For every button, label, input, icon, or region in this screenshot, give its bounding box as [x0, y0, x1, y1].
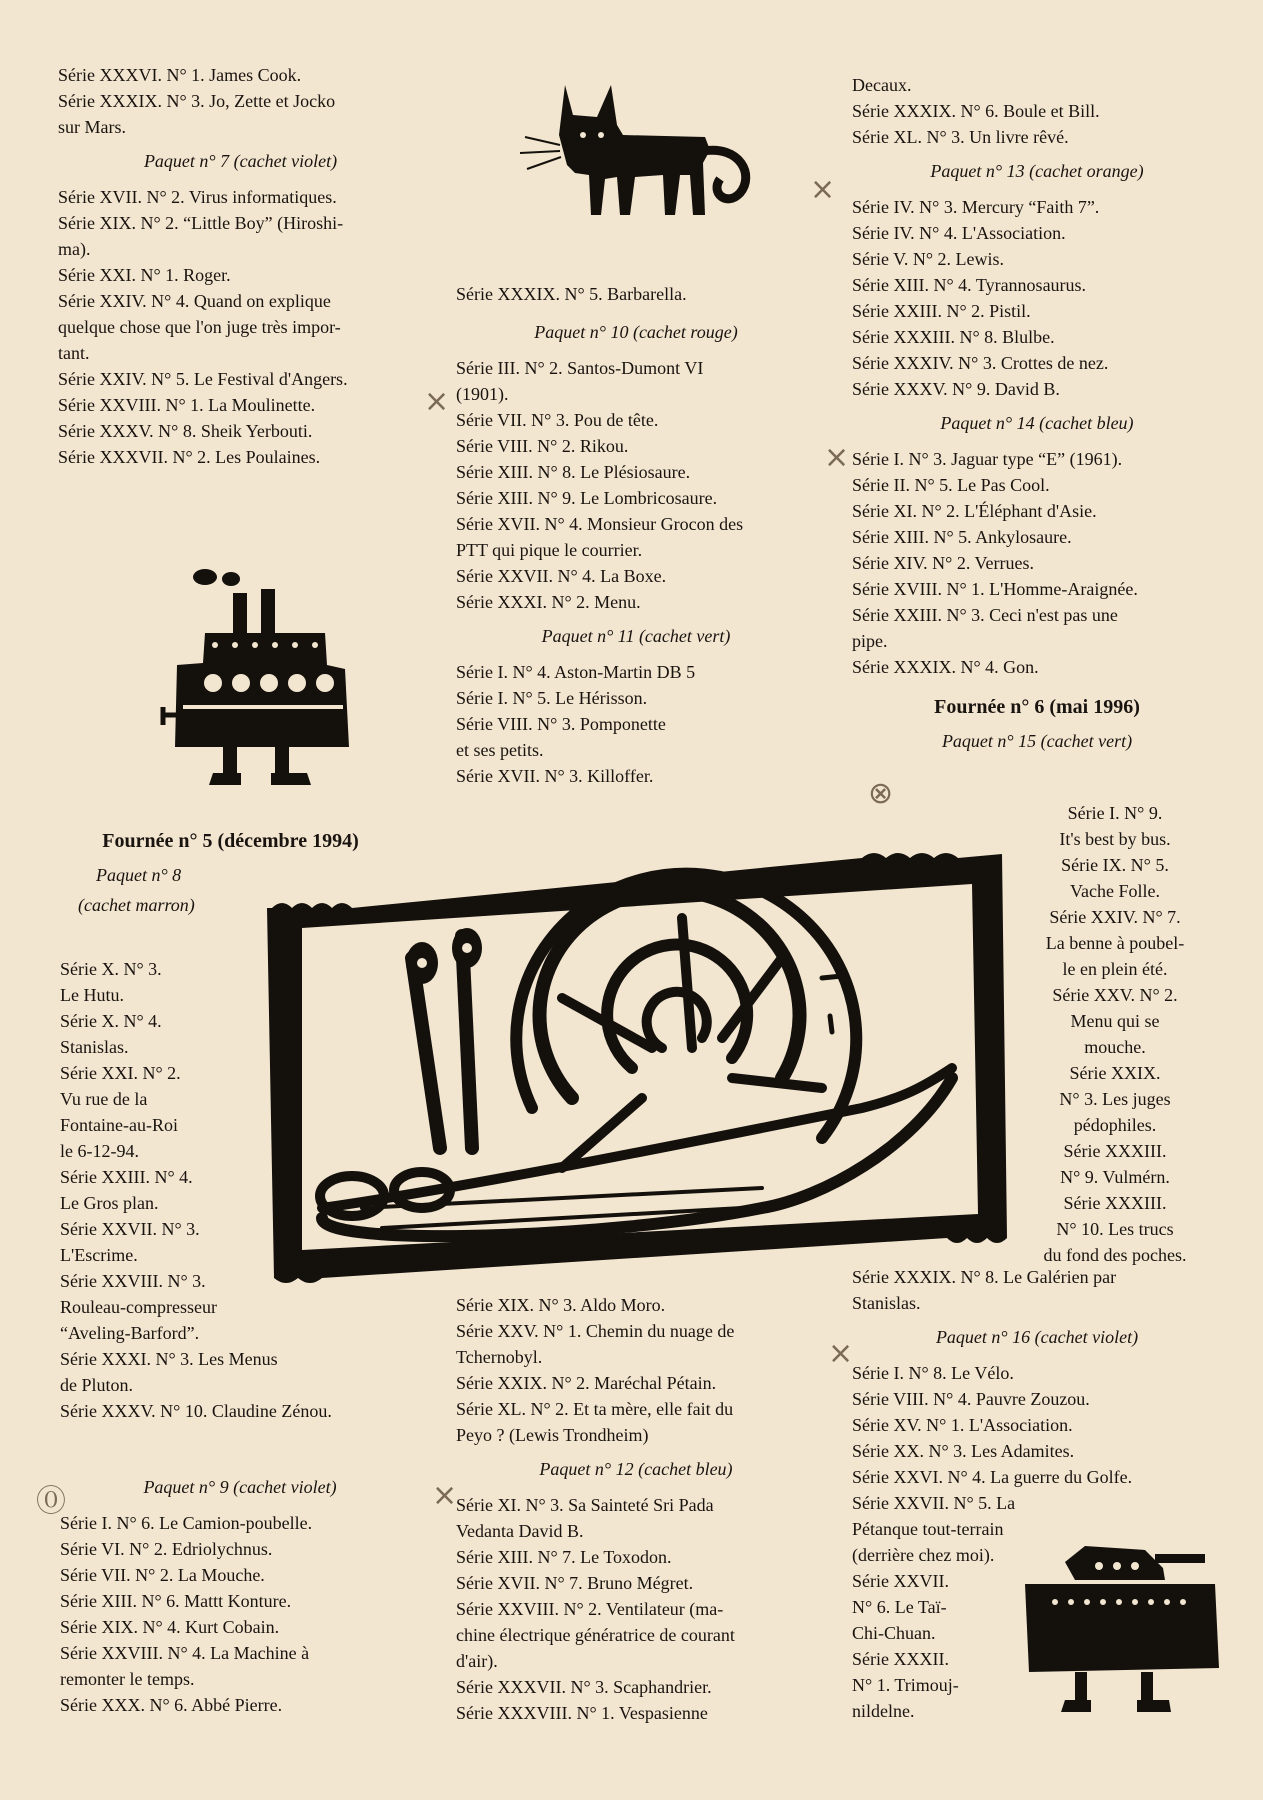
pencil-mark: ⓪	[36, 1484, 66, 1519]
text-line: Série XIV. N° 2. Verrues.	[852, 553, 1035, 573]
text-line: Série XIII. N° 4. Tyrannosaurus.	[852, 275, 1087, 295]
text-line: Série XXX. N° 6. Abbé Pierre.	[60, 1695, 283, 1715]
text-line: Rouleau-compresseur	[60, 1297, 217, 1317]
text-line: Série I. N° 5. Le Hérisson.	[456, 688, 648, 708]
text-line: Decaux.	[852, 75, 912, 95]
text-line: Série II. N° 5. Le Pas Cool.	[852, 475, 1050, 495]
text-line: mouche.	[1084, 1037, 1146, 1057]
text-line: (1901).	[456, 384, 509, 404]
text-line: Série IV. N° 3. Mercury “Faith 7”.	[852, 197, 1100, 217]
pencil-mark: ×	[432, 1478, 458, 1513]
boat-robot-illustration	[135, 565, 355, 795]
text-line: N° 3. Les juges	[1059, 1089, 1171, 1109]
text-line: Série XIII. N° 5. Ankylosaure.	[852, 527, 1072, 547]
text-line: chine électrique génératrice de courant	[456, 1625, 735, 1645]
text-line: Série XXIV. N° 5. Le Festival d'Angers.	[58, 369, 348, 389]
text-line: Série XXXV. N° 10. Claudine Zénou.	[60, 1401, 332, 1421]
text-line: Série XXV. N° 2.	[1052, 985, 1178, 1005]
text-line: Série XXVIII. N° 3.	[60, 1271, 206, 1291]
text-line: Vache Folle.	[1070, 881, 1160, 901]
paquet-7-list	[58, 184, 423, 470]
text-line: Série XXXI. N° 2. Menu.	[456, 592, 641, 612]
text-line: Série X. N° 3.	[60, 959, 162, 979]
paquet-11-title: Paquet n° 11 (cachet vert)	[541, 626, 731, 646]
text-line: Série XXVIII. N° 2. Ventilateur (ma-	[456, 1599, 724, 1619]
text-line: Le Hutu.	[60, 985, 124, 1005]
text-line: d'air).	[456, 1651, 498, 1671]
text-line: Série VIII. N° 4. Pauvre Zouzou.	[852, 1389, 1090, 1409]
text-line: Série XI. N° 3. Sa Sainteté Sri Pada	[456, 1495, 714, 1515]
text-line: Série XXI. N° 2.	[60, 1063, 181, 1083]
text-line: Série XXXIII. N° 8. Blulbe.	[852, 327, 1055, 347]
text-line: Série XXXII.	[852, 1649, 949, 1669]
text-line: Série I. N° 8. Le Vélo.	[852, 1363, 1014, 1383]
text-line: Série XXXVII. N° 2. Les Poulaines.	[58, 447, 321, 467]
text-line: Stanislas.	[852, 1293, 921, 1313]
text-line: Série XVII. N° 3. Killoffer.	[456, 766, 654, 786]
text-line: Série IX. N° 5.	[1061, 855, 1169, 875]
fournee-5-title: Fournée n° 5 (décembre 1994)	[102, 830, 359, 852]
paquet-10-title: Paquet n° 10 (cachet rouge)	[534, 322, 738, 342]
text-line: (derrière chez moi).	[852, 1545, 995, 1565]
text-line: Série XVII. N° 4. Monsieur Grocon des	[456, 514, 744, 534]
text-line: Série XI. N° 2. L'Éléphant d'Asie.	[852, 501, 1097, 521]
text-line: L'Escrime.	[60, 1245, 138, 1265]
col2-mid	[456, 1292, 816, 1448]
text-line: Série III. N° 2. Santos-Dumont VI	[456, 358, 704, 378]
paquet-11-list	[456, 659, 816, 789]
paquet-13-title: Paquet n° 13 (cachet orange)	[930, 161, 1144, 181]
text-line: Série XXVII. N° 5. La	[852, 1493, 1016, 1513]
text-line: Série X. N° 4.	[60, 1011, 162, 1031]
column-2-upper	[456, 281, 816, 789]
paquet-15-title: Paquet n° 15 (cachet vert)	[941, 731, 1133, 751]
text-line: Série I. N° 9.	[1067, 803, 1163, 823]
fournee-6-title: Fournée n° 6 (mai 1996)	[934, 696, 1140, 718]
pencil-mark: ×	[810, 172, 836, 207]
text-line: pipe.	[852, 631, 888, 651]
text-line: Série XXXV. N° 8. Sheik Yerbouti.	[58, 421, 313, 441]
text-line: Série XXXV. N° 9. David B.	[852, 379, 1060, 399]
text-line: Série VIII. N° 2. Rikou.	[456, 436, 629, 456]
tank-robot-illustration	[1015, 1540, 1230, 1720]
text-line: Vu rue de la	[60, 1089, 148, 1109]
text-line: PTT qui pique le courrier.	[456, 540, 643, 560]
text-line: N° 9. Vulmérn.	[1060, 1167, 1170, 1187]
text-line: Chi-Chuan.	[852, 1623, 936, 1643]
text-line: quelque chose que l'on juge très impor-	[58, 317, 341, 337]
text-line: Série XXXVI. N° 1. James Cook.	[58, 65, 302, 85]
text-line: Série I. N° 6. Le Camion-poubelle.	[60, 1513, 313, 1533]
paquet-12-title: Paquet n° 12 (cachet bleu)	[539, 1459, 733, 1479]
text-line: Série XXXIV. N° 3. Crottes de nez.	[852, 353, 1109, 373]
text-line: Série XXXIX. N° 5. Barbarella.	[456, 284, 687, 304]
text-line: nildelne.	[852, 1701, 915, 1721]
text-line: N° 10. Les trucs	[1056, 1219, 1174, 1239]
text-line: Série XL. N° 2. Et ta mère, elle fait du	[456, 1399, 734, 1419]
text-line: Série VI. N° 2. Edriolychnus.	[60, 1539, 273, 1559]
text-line: Série XIX. N° 3. Aldo Moro.	[456, 1295, 666, 1315]
text-line: Série XXXI. N° 3. Les Menus	[60, 1349, 278, 1369]
column-1	[58, 62, 423, 470]
text-line: Menu qui se	[1070, 1011, 1160, 1031]
text-line: Série XIII. N° 8. Le Plésiosaure.	[456, 462, 691, 482]
column-3-upper	[852, 72, 1222, 764]
text-line: Le Gros plan.	[60, 1193, 159, 1213]
text-line: Série XXXIII.	[1063, 1193, 1167, 1213]
pencil-mark: ×	[824, 440, 850, 475]
text-line: Série VIII. N° 3. Pomponette	[456, 714, 666, 734]
cat-illustration	[505, 75, 760, 225]
text-line: Série XXIV. N° 4. Quand on explique	[58, 291, 331, 311]
text-line: et ses petits.	[456, 740, 544, 760]
pencil-mark: ⊗	[868, 776, 894, 811]
text-line: Série I. N° 4. Aston-Martin DB 5	[456, 662, 696, 682]
text-line: Série XXXIII.	[1063, 1141, 1167, 1161]
text-line: ma).	[58, 239, 91, 259]
text-line: Série XXVI. N° 4. La guerre du Golfe.	[852, 1467, 1133, 1487]
paquet-9-block	[60, 1466, 420, 1718]
text-line: Série XL. N° 3. Un livre rêvé.	[852, 127, 1069, 147]
paquet-14-title: Paquet n° 14 (cachet bleu)	[940, 413, 1134, 433]
text-line: Série XXIX.	[1069, 1063, 1161, 1083]
text-line: Série XXIV. N° 7.	[1049, 907, 1181, 927]
paquet-13-list	[852, 194, 1222, 402]
text-line: Tchernobyl.	[456, 1347, 543, 1367]
paquet-16-title: Paquet n° 16 (cachet violet)	[935, 1327, 1139, 1347]
text-line: Série XV. N° 1. L'Association.	[852, 1415, 1073, 1435]
text-line: Pétanque tout-terrain	[852, 1519, 1004, 1539]
paquet-8-title: Paquet n° 8	[96, 865, 182, 885]
text-line: N° 6. Le Taï-	[852, 1597, 947, 1617]
text-line: du fond des poches.	[1043, 1245, 1187, 1265]
paquet-15-list	[1015, 800, 1215, 1268]
pencil-mark: ×	[828, 1336, 854, 1371]
paquet-9-title: Paquet n° 9 (cachet violet)	[143, 1477, 337, 1497]
text-line: Série XXXIX. N° 6. Boule et Bill.	[852, 101, 1100, 121]
text-line: sur Mars.	[58, 117, 126, 137]
col3-top	[852, 72, 1222, 150]
text-line: Série XVII. N° 7. Bruno Mégret.	[456, 1573, 694, 1593]
text-line: Série XIX. N° 2. “Little Boy” (Hiroshi-	[58, 213, 344, 233]
text-line: Série XXVIII. N° 1. La Moulinette.	[58, 395, 316, 415]
paquet-9-list	[60, 1510, 420, 1718]
text-line: Série XXXVII. N° 3. Scaphandrier.	[456, 1677, 712, 1697]
column-2-lower	[456, 1292, 816, 1726]
col1-top	[58, 62, 423, 140]
text-line: Série V. N° 2. Lewis.	[852, 249, 1005, 269]
paquet-10-list	[456, 355, 816, 615]
text-line: Fontaine-au-Roi	[60, 1115, 178, 1135]
paquet-8-subtitle: (cachet marron)	[78, 895, 195, 915]
col2-top	[456, 281, 816, 307]
text-line: Série XIII. N° 9. Le Lombricosaure.	[456, 488, 718, 508]
text-line: Série XIII. N° 6. Mattt Konture.	[60, 1591, 292, 1611]
text-line: Peyo ? (Lewis Trondheim)	[456, 1425, 649, 1445]
text-line: Série XXXIX. N° 4. Gon.	[852, 657, 1039, 677]
text-line: Série XIII. N° 7. Le Toxodon.	[456, 1547, 672, 1567]
paquet-12-list	[456, 1492, 816, 1726]
text-line: Série XXVIII. N° 4. La Machine à	[60, 1643, 310, 1663]
text-line: Série XXXIX. N° 8. Le Galérien par	[852, 1267, 1117, 1287]
text-line: pédophiles.	[1073, 1115, 1157, 1135]
text-line: de Pluton.	[60, 1375, 134, 1395]
text-line: “Aveling-Barford”.	[60, 1323, 200, 1343]
text-line: le en plein été.	[1062, 959, 1168, 979]
text-line: Série IV. N° 4. L'Association.	[852, 223, 1066, 243]
text-line: Série XXIII. N° 4.	[60, 1167, 193, 1187]
text-line: It's best by bus.	[1059, 829, 1171, 849]
text-line: Série XXXIX. N° 3. Jo, Zette et Jocko	[58, 91, 336, 111]
text-line: N° 1. Trimouj-	[852, 1675, 959, 1695]
text-line: Série XXVII. N° 3.	[60, 1219, 200, 1239]
text-line: Série XXIX. N° 2. Maréchal Pétain.	[456, 1373, 717, 1393]
text-line: Série XXVII.	[852, 1571, 949, 1591]
paquet-14-list	[852, 446, 1222, 680]
text-line: Série VII. N° 3. Pou de tête.	[456, 410, 659, 430]
pencil-mark: ×	[424, 384, 450, 419]
text-line: Série XXV. N° 1. Chemin du nuage de	[456, 1321, 735, 1341]
text-line: remonter le temps.	[60, 1669, 195, 1689]
text-line: tant.	[58, 343, 90, 363]
text-line: Série XX. N° 3. Les Adamites.	[852, 1441, 1075, 1461]
snail-stamp-illustration	[262, 848, 1012, 1288]
text-line: Série XVII. N° 2. Virus informatiques.	[58, 187, 337, 207]
text-line: Série XIX. N° 4. Kurt Cobain.	[60, 1617, 280, 1637]
text-line: Série XXXVIII. N° 1. Vespasienne	[456, 1703, 708, 1723]
text-line: La benne à poubel-	[1045, 933, 1185, 953]
paquet-7-title: Paquet n° 7 (cachet violet)	[143, 151, 338, 171]
text-line: Série XVIII. N° 1. L'Homme-Araignée.	[852, 579, 1138, 599]
text-line: Série XXIII. N° 3. Ceci n'est pas une	[852, 605, 1118, 625]
text-line: Série VII. N° 2. La Mouche.	[60, 1565, 265, 1585]
text-line: Série I. N° 3. Jaguar type “E” (1961).	[852, 449, 1123, 469]
text-line: le 6-12-94.	[60, 1141, 139, 1161]
text-line: Vedanta David B.	[456, 1521, 584, 1541]
text-line: Stanislas.	[60, 1037, 129, 1057]
text-line: Série XXIII. N° 2. Pistil.	[852, 301, 1031, 321]
text-line: Série XXI. N° 1. Roger.	[58, 265, 231, 285]
text-line: Série XXVII. N° 4. La Boxe.	[456, 566, 667, 586]
